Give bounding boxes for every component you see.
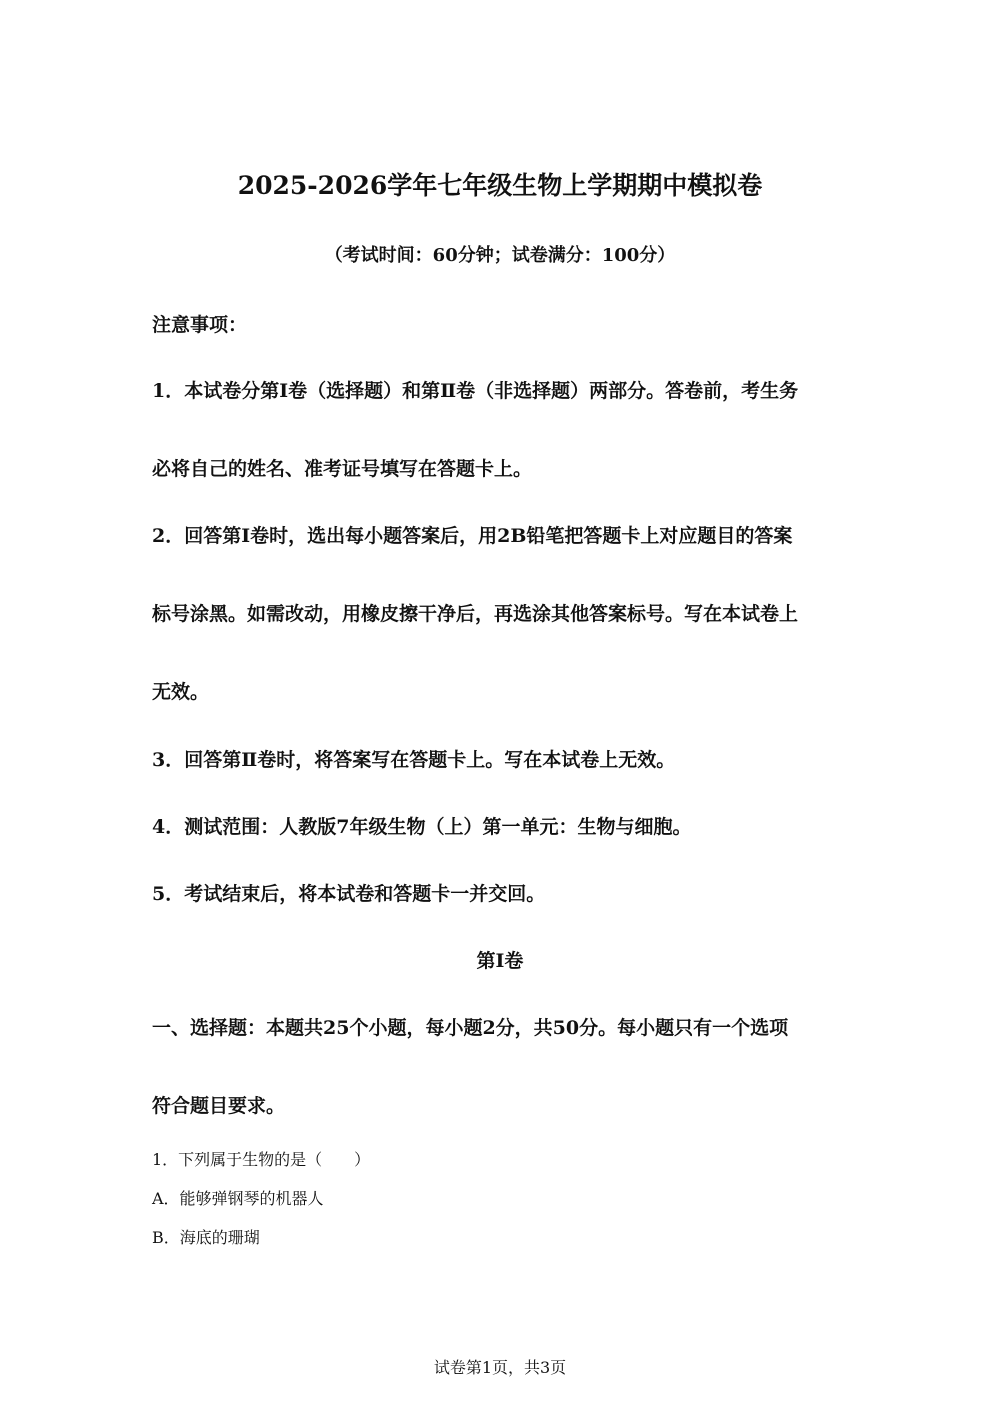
exam-info: （考试时间：60分钟；试卷满分：100分） (324, 245, 676, 266)
notice-heading: 注意事项： (152, 314, 248, 336)
page-title: 2025-2026学年七年级生物上学期期中模拟卷 (237, 171, 763, 200)
question-1-option-b: B．海底的珊瑚 (152, 1228, 260, 1247)
section-title: 第Ⅰ卷 (476, 950, 524, 972)
notice-item-1-line-1: 1．本试卷分第Ⅰ卷（选择题）和第Ⅱ卷（非选择题）两部分。答卷前，考生务 (152, 380, 799, 402)
notice-item-2-line-2: 标号涂黑。如需改动，用橡皮擦干净后，再选涂其他答案标号。写在本试卷上 (152, 603, 799, 625)
question-1-option-a: A．能够弹钢琴的机器人 (152, 1189, 324, 1208)
section-intro-line-1: 一、选择题：本题共25个小题，每小题2分，共50分。每小题只有一个选项 (152, 1017, 789, 1039)
section-intro-line-2: 符合题目要求。 (152, 1095, 286, 1117)
notice-item-5: 5．考试结束后，将本试卷和答题卡一并交回。 (152, 883, 546, 905)
notice-item-2-line-3: 无效。 (152, 681, 210, 703)
page-footer: 试卷第1页，共3页 (433, 1358, 567, 1377)
question-1-stem: 1．下列属于生物的是（ ） (152, 1150, 371, 1169)
notice-item-4: 4．测试范围：人教版7年级生物（上）第一单元：生物与细胞。 (152, 816, 692, 838)
notice-item-1-line-2: 必将自己的姓名、准考证号填写在答题卡上。 (152, 458, 533, 480)
notice-item-2-line-1: 2．回答第Ⅰ卷时，选出每小题答案后，用2B铅笔把答题卡上对应题目的答案 (152, 525, 793, 547)
notice-item-3: 3．回答第Ⅱ卷时，将答案写在答题卡上。写在本试卷上无效。 (152, 749, 676, 771)
